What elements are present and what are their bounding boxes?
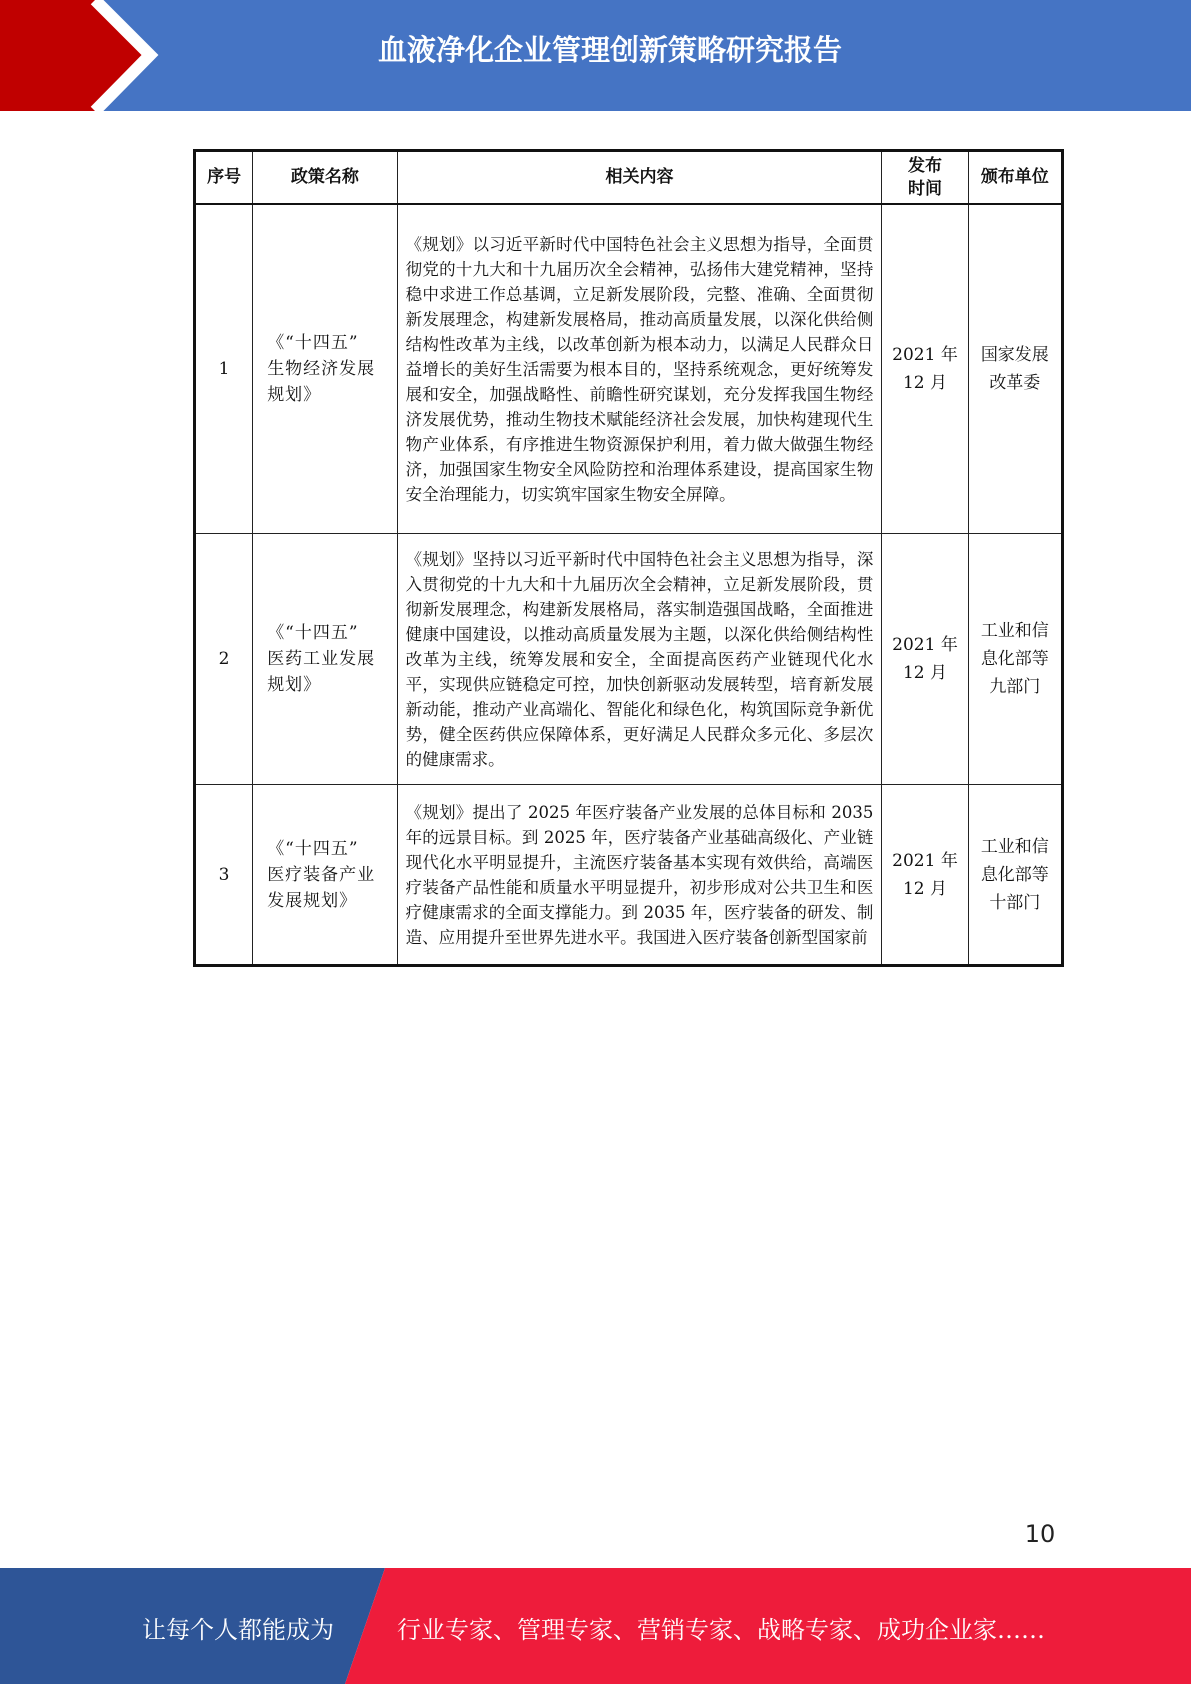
cell-policy-name xyxy=(253,785,397,966)
issuer-line: 九部门 xyxy=(989,677,1041,697)
page-header xyxy=(0,0,1191,111)
policy-name-line: 发展规划》 xyxy=(267,890,358,911)
cell-issuer xyxy=(968,534,1062,785)
policy-name-line: 《“十四五” xyxy=(267,333,359,353)
footer-slogan-left: 让每个人都能成为 xyxy=(142,1616,334,1644)
issuer-line: 国家发展 xyxy=(980,345,1049,365)
issuer-line: 息化部等 xyxy=(980,864,1049,885)
policy-name-line: 医药工业发展 xyxy=(267,649,376,669)
cell-date xyxy=(882,204,968,534)
issuer-line: 息化部等 xyxy=(980,649,1049,669)
issuer-line: 改革委 xyxy=(989,373,1041,393)
cell-date xyxy=(882,534,968,785)
header-issuer: 颁布单位 xyxy=(968,151,1062,205)
header-date-line2: 时间 xyxy=(907,178,942,199)
date-line: 12 月 xyxy=(902,373,948,393)
header-date xyxy=(882,151,968,205)
policy-table xyxy=(193,149,1064,967)
header-content: 相关内容 xyxy=(397,151,882,205)
date-line: 12 月 xyxy=(902,663,948,683)
cell-no: 1 xyxy=(195,204,253,534)
policy-name-line: 医疗装备产业 xyxy=(267,864,376,885)
footer-slogan-right: 行业专家、管理专家、营销专家、战略专家、成功企业家…… xyxy=(397,1616,1045,1644)
date-line: 2021 年 xyxy=(892,345,958,365)
date-line: 2021 年 xyxy=(892,850,958,871)
cell-content: 《规划》以习近平新时代中国特色社会主义思想为指导，全面贯彻党的十九大和十九届历次全会精神，弘扬伟大建党精神，坚持稳中求进工作总基调，立足新发展阶段，完整、准确、全面贯彻新发展理念，构建新发展格局，推动高质量发展，以深化供给侧结构性改革为主线，以改革创新为根本动力，以满足人民群众日益增长的美好生活需要为根本目的，坚持系统观念，更好统筹发展和安全，加强战略性、前瞻性研究谋划，充分发挥我国生物经济发展优势，推动生物技术赋能经济社会发展，加快构建现代生物产业体系，有序推进生物资源保护利用，着力做大做强生物经济，加强国家生物安全风险防控和治理体系建设，提高国家生物安全治理能力，切实筑牢国家生物安全屏障。 xyxy=(397,204,882,534)
policy-name-line: 规划》 xyxy=(267,385,322,405)
cell-content: 《规划》坚持以习近平新时代中国特色社会主义思想为指导，深入贯彻党的十九大和十九届历次全会精神，立足新发展阶段，贯彻新发展理念，构建新发展格局，落实制造强国战略，全面推进健康中国建设，以推动高质量发展为主题，以深化供给侧结构性改革为主线，统筹发展和安全，全面提高医药产业链现代化水平，实现供应链稳定可控，加快创新驱动发展转型，培育新发展新动能，推动产业高端化、智能化和绿色化，构筑国际竞争新优势，健全医药供应保障体系，更好满足人民群众多元化、多层次的健康需求。 xyxy=(397,534,882,785)
policy-name-line: 生物经济发展 xyxy=(267,359,376,379)
table-row xyxy=(195,204,1063,534)
cell-policy-name xyxy=(253,204,397,534)
cell-no: 2 xyxy=(195,534,253,785)
issuer-line: 工业和信 xyxy=(980,836,1049,857)
table-row xyxy=(195,534,1063,785)
date-line: 12 月 xyxy=(902,878,948,899)
header-no: 序号 xyxy=(195,151,253,205)
policy-name-line: 《“十四五” xyxy=(267,838,359,859)
cell-issuer xyxy=(968,785,1062,966)
cell-date xyxy=(882,785,968,966)
header-red-arrow xyxy=(0,0,150,111)
page-number: 10 xyxy=(1024,1520,1056,1548)
page-footer xyxy=(0,1568,1191,1684)
policy-name-line: 《“十四五” xyxy=(267,623,359,643)
date-line: 2021 年 xyxy=(892,635,958,655)
cell-content: 《规划》提出了 2025 年医疗装备产业发展的总体目标和 2035 年的远景目标。到 2025 年，医疗装备产业基础高级化、产业链现代化水平明显提升，主流医疗装备基本实现有效供给，高端医疗装备产品性能和质量水平明显提升，初步形成对公共卫生和医疗健康需求的全面支撑能力。到 2035 年，医疗装备的研发、制造、应用提升至世界先进水平。我国进入医疗装备创新型国家前 xyxy=(397,785,882,966)
header-date-line1: 发布 xyxy=(907,155,942,176)
cell-policy-name xyxy=(253,534,397,785)
cell-no: 3 xyxy=(195,785,253,966)
header-name: 政策名称 xyxy=(253,151,397,205)
page-title: 血液净化企业管理创新策略研究报告 xyxy=(377,33,842,67)
table-row xyxy=(195,785,1063,966)
issuer-line: 十部门 xyxy=(989,892,1041,913)
policy-name-line: 规划》 xyxy=(267,675,322,695)
issuer-line: 工业和信 xyxy=(980,621,1049,641)
table-header-row xyxy=(195,151,1063,205)
cell-issuer xyxy=(968,204,1062,534)
